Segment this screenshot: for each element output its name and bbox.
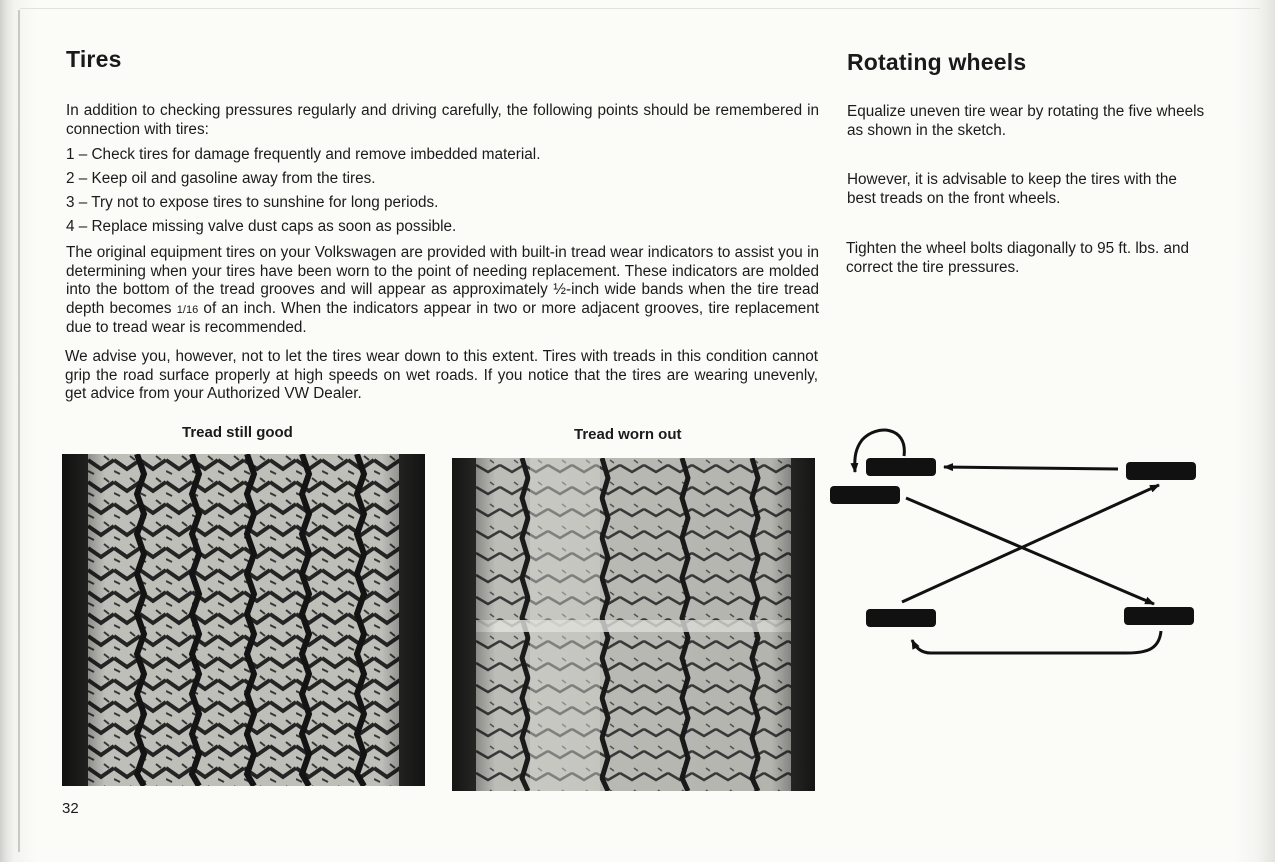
rear-right-wheel <box>1124 607 1194 625</box>
section-title-rotating-wheels: Rotating wheels <box>847 49 1027 75</box>
tires-intro-paragraph: In addition to checking pressures regularly and driving carefully, the following points should be remembered in connection with tires: <box>66 102 819 138</box>
photo-tread-worn <box>452 458 815 791</box>
tread-wear-indicator-paragraph <box>66 244 819 338</box>
front-right-wheel <box>1126 462 1196 480</box>
wheel-rotation-diagram <box>826 426 1206 666</box>
sixteenth-inch-fraction: 1/16 <box>176 303 199 316</box>
spare-wheel <box>830 486 900 504</box>
caption-tread-good: Tread still good <box>182 424 293 441</box>
rear-left-wheel <box>866 609 936 627</box>
arrow-right-to-front-left <box>944 467 1118 469</box>
tire-tip-item: 3 – Try not to expose tires to sunshine for long periods. <box>66 194 439 211</box>
caption-tread-worn: Tread worn out <box>574 426 682 443</box>
half-inch-fraction: ½ <box>553 281 567 298</box>
advice-paragraph: We advise you, however, not to let the tires wear down to this extent. Tires with treads in this condition cannot grip the road surface properly at high speeds on wet roads. If you notice that the tires are wearing unevenly, get advice from your Authorized VW Dealer. <box>65 348 818 402</box>
tire-tips-list <box>66 145 819 241</box>
tread-text-part-1: The original equipment tires on your Volkswagen are provided with built-in tread wear indicators to assist you in determining when your tires have been worn to the point of needing replacement. These indicators are molded into the bottom of the tread grooves and will appear as approximately <box>66 244 819 298</box>
arrow-rear-right-to-rear-left <box>912 631 1161 653</box>
front-left-wheel <box>866 458 936 476</box>
arrow-spare-to-rear-right <box>906 498 1154 604</box>
page-number: 32 <box>62 800 79 817</box>
rotating-paragraph-3: Tighten the wheel bolts diagonally to 95 ft. lbs. and correct the tire pressures. <box>846 240 1189 276</box>
page-edge-shadow <box>1235 0 1275 862</box>
tire-tip-item: 1 – Check tires for damage frequently and remove imbedded material. <box>66 146 541 163</box>
section-title-tires: Tires <box>66 46 122 72</box>
page-top-edge <box>20 8 1260 9</box>
rotating-paragraph-2: However, it is advisable to keep the tires with the best treads on the front wheels. <box>847 171 1177 207</box>
arrow-rear-left-to-front-right <box>902 485 1159 602</box>
rotating-paragraph-1: Equalize uneven tire wear by rotating the five wheels as shown in the sketch. <box>847 103 1205 139</box>
binding-edge-line <box>18 10 20 852</box>
photo-tread-good <box>62 454 425 786</box>
tread-text-part-2: -inch wide bands when the tire tread depth becomes <box>66 281 819 317</box>
tread-text-part-3: of an inch. When the indicators appear in two or more adjacent grooves, tire replacement due to tread wear is recommended. <box>66 299 819 336</box>
tire-tip-item: 4 – Replace missing valve dust caps as soon as possible. <box>66 218 457 235</box>
tire-tip-item: 2 – Keep oil and gasoline away from the tires. <box>66 170 376 187</box>
